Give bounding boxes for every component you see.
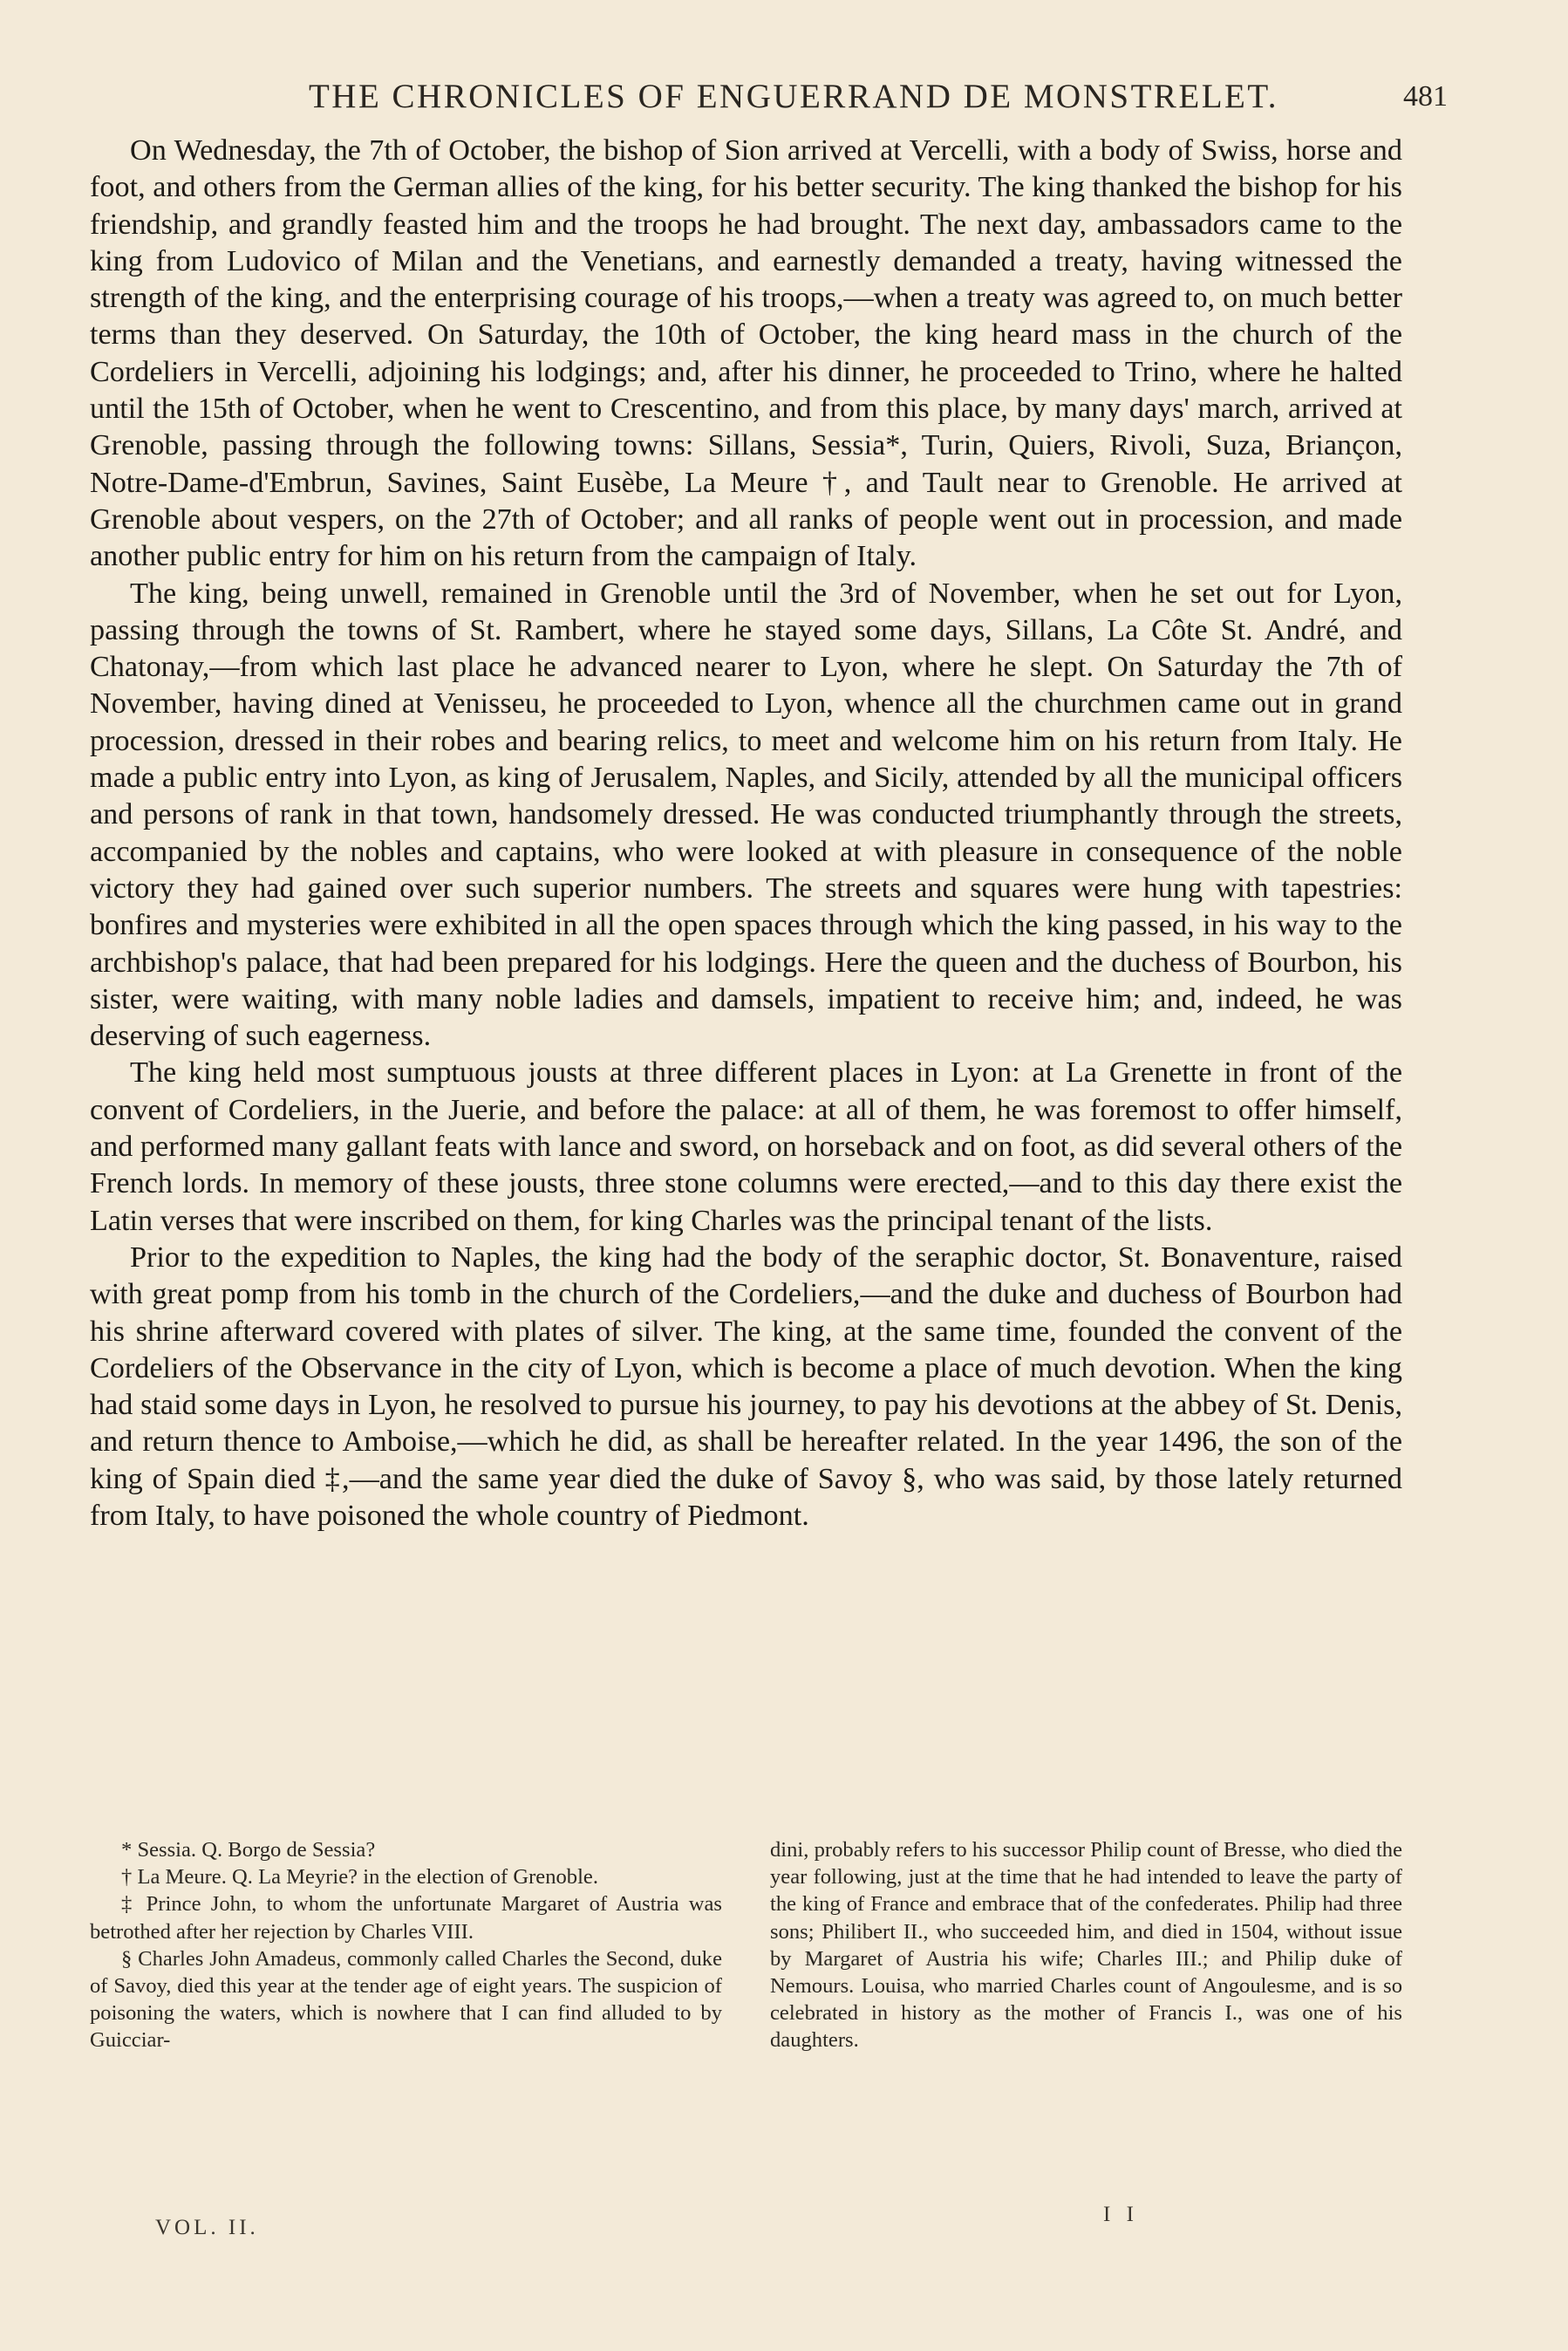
volume-mark: VOL. II. — [155, 2216, 259, 2239]
footnote: ‡ Prince John, to whom the unfortunate Margaret of Austria was betrothed after her rejection by Charles VIII. — [90, 1892, 722, 1944]
running-head — [140, 77, 1448, 120]
paragraph: The king held most sumptuous jousts at three different places in Lyon: at La Grenette in front of the convent of Cordeliers, in the Juerie, and before the palace: at all of them, he was foremost to offer himself, and performed many gallant feats with lance and sword, on horseback and on foot, as did several others of the French lords. In memory of these jousts, three stone columns were erected,—and to this day there exist the Latin verses that were inscribed on them, for king Charles was the principal tenant of the lists. — [90, 1056, 1402, 1237]
footnote: * Sessia. Q. Borgo de Sessia? — [121, 1838, 376, 1862]
paragraph: On Wednesday, the 7th of October, the bishop of Sion arrived at Vercelli, with a body of Swiss, horse and foot, and others from the German allies of the king, for his better security. The king thanked the bishop for his friendship, and grandly feasted him and the troops he had brought. The next day, ambassadors came to the king from Ludovico of Milan and the Venetians, and earnestly demanded a treaty, having witnessed the strength of the king, and the enterprising courage of his troops,—when a treaty was agreed to, on much better terms than they deserved. On Saturday, the 10th of October, the king heard mass in the church of the Cordeliers in Vercelli, adjoining his lodgings; and, after his dinner, he proceeded to Trino, where he halted until the 15th of October, when he went to Crescentino, and from this place, by many days' march, arrived at Grenoble, passing through the following towns: Sillans, Sessia*, Turin, Quiers, Rivoli, Suza, Briançon, Notre-Dame-d'Embrun, Savines, Saint Eusèbe, La Meure †, and Tault near to Grenoble. He arrived at Grenoble about vespers, on the 27th of October; and all ranks of people went out in procession, and made another public entry for him on his return from the campaign of Italy. — [90, 134, 1402, 573]
footnotes-left-column — [90, 1836, 722, 2054]
running-title: THE CHRONICLES OF ENGUERRAND DE MONSTRELET. — [308, 78, 1279, 115]
page-number: 481 — [1403, 80, 1448, 113]
page-footer — [0, 2203, 1568, 2251]
footnote-continuation: dini, probably refers to his successor Philip count of Bresse, who died the year following, just at the time that he had intended to leave the party of the king of France and embrace that of the confederates. Philip had three sons; Philibert II., who succeeded him, and died in 1504, without issue by Margaret of Austria his wife; Charles III.; and Philip duke of Nemours. Louisa, who married Charles count of Angoulesme, and is so celebrated in history as the mother of Francis I., was one of his daughters. — [770, 1838, 1402, 2053]
paragraph: Prior to the expedition to Naples, the king had the body of the seraphic doctor, St. Bonaventure, raised with great pomp from his tomb in the church of the Cordeliers,—and the duke and duchess of Bourbon had his shrine afterward covered with plates of silver. The king, at the same time, founded the convent of the Cordeliers of the Observance in the city of Lyon, which is become a place of much devotion. When the king had staid some days in Lyon, he resolved to pursue his journey, to pay his devotions at the abbey of St. Denis, and return thence to Amboise,—which he did, as shall be hereafter related. In the year 1496, the son of the king of Spain died ‡,—and the same year died the duke of Savoy §, who was said, by those lately returned from Italy, to have poisoned the whole country of Piedmont. — [90, 1240, 1402, 1532]
footnotes-right-column — [770, 1836, 1402, 2054]
footnotes — [90, 1836, 1402, 2054]
paragraph: The king, being unwell, remained in Grenoble until the 3rd of November, when he set out for Lyon, passing through the towns of St. Rambert, where he stayed some days, Sillans, La Côte St. André, and Chatonay,—from which last place he advanced nearer to Lyon, where he slept. On Saturday the 7th of November, having dined at Venisseu, he proceeded to Lyon, whence all the churchmen came out in grand procession, dressed in their robes and bearing relics, to meet and welcome him on his return from Italy. He made a public entry into Lyon, as king of Jerusalem, Naples, and Sicily, attended by all the municipal officers and persons of rank in that town, handsomely dressed. He was conducted triumphantly through the streets, accompanied by the nobles and captains, who were looked at with pleasure in consequence of the noble victory they had gained over such superior numbers. The streets and squares were hung with tapestries: bonfires and mysteries were exhibited in all the open spaces through which the king passed, in his way to the archbishop's palace, that had been prepared for his lodgings. Here the queen and the duchess of Bourbon, his sister, were waiting, with many noble ladies and damsels, impatient to receive him; and, indeed, he was deserving of such eagerness. — [90, 577, 1402, 1053]
signature-mark: I I — [1103, 2203, 1139, 2226]
footnote: § Charles John Amadeus, commonly called Charles the Second, duke of Savoy, died this year at the tender age of eight years. The suspicion of poisoning the waters, which is nowhere that I can find alluded to by Guicciar- — [90, 1946, 722, 2053]
footnote: † La Meure. Q. La Meyrie? in the election of Grenoble. — [121, 1865, 598, 1890]
main-text — [90, 133, 1402, 1534]
